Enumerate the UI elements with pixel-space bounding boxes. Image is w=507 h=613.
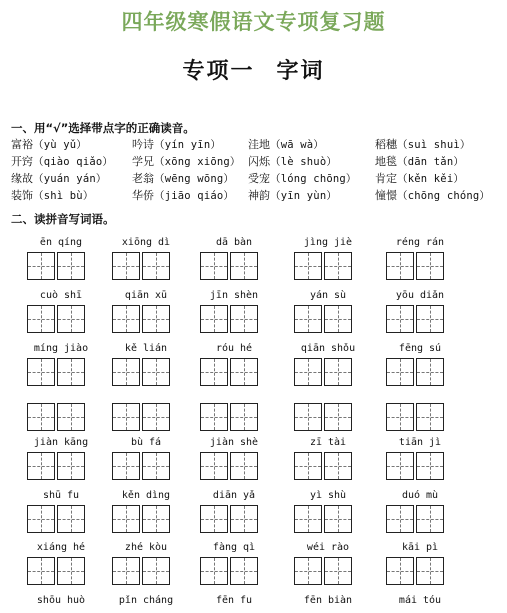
writing-box[interactable] — [142, 557, 170, 585]
writing-box[interactable] — [57, 358, 85, 386]
word: 稻穗 — [375, 138, 397, 151]
pinyin-options[interactable]: （jiāo qiáo） — [154, 190, 235, 202]
writing-box-pair[interactable] — [386, 557, 444, 585]
writing-box-pair[interactable] — [386, 252, 444, 280]
writing-box[interactable] — [27, 557, 55, 585]
writing-box[interactable] — [57, 305, 85, 333]
pinyin-prompt: kāi pì — [401, 542, 439, 553]
writing-box[interactable] — [57, 252, 85, 280]
pinyin-options[interactable]: （yuán yán） — [33, 173, 107, 185]
word: 缘故 — [11, 172, 33, 185]
pinyin-options[interactable]: （qiào qiǎo） — [33, 156, 114, 168]
pronunciation-item — [248, 153, 337, 169]
writing-box-pair[interactable] — [112, 358, 170, 386]
word: 吟诗 — [132, 138, 154, 151]
writing-box[interactable] — [200, 557, 228, 585]
pinyin-prompt: qiān shǒu — [300, 343, 356, 354]
pinyin-prompt: yì shù — [309, 490, 347, 501]
writing-box-pair[interactable] — [200, 505, 258, 533]
writing-box[interactable] — [27, 358, 55, 386]
pinyin-options[interactable]: （xōng xiōng） — [154, 156, 241, 168]
writing-box-pair[interactable] — [386, 452, 444, 480]
pinyin-prompt: kě lián — [124, 343, 168, 354]
writing-box[interactable] — [294, 403, 322, 431]
pinyin-prompt: jiàn kāng — [33, 437, 89, 448]
word: 地毯 — [375, 155, 397, 168]
writing-box-pair[interactable] — [200, 557, 258, 585]
pronunciation-item — [375, 187, 490, 203]
pinyin-options[interactable]: （wā wà） — [270, 139, 325, 151]
pinyin-options[interactable]: （chōng chóng） — [397, 190, 491, 202]
writing-box[interactable] — [200, 403, 228, 431]
pinyin-prompt: xiōng dì — [121, 237, 171, 248]
writing-box[interactable] — [294, 452, 322, 480]
pinyin-options[interactable]: （yù yǔ） — [33, 139, 88, 151]
writing-box-pair[interactable] — [294, 358, 352, 386]
pronunciation-item — [375, 170, 464, 186]
writing-box[interactable] — [112, 505, 140, 533]
pinyin-options[interactable]: （lè shuò） — [270, 156, 338, 168]
pinyin-prompt: míng jiào — [33, 343, 89, 354]
pronunciation-item — [11, 187, 94, 203]
writing-box[interactable] — [142, 252, 170, 280]
writing-box[interactable] — [386, 452, 414, 480]
writing-box-pair[interactable] — [27, 557, 85, 585]
writing-box[interactable] — [416, 252, 444, 280]
pinyin-prompt: mái tóu — [398, 595, 442, 606]
writing-box[interactable] — [27, 305, 55, 333]
writing-box-pair[interactable] — [294, 252, 352, 280]
pinyin-prompt: ēn qíng — [39, 237, 83, 248]
pronunciation-item — [11, 170, 107, 186]
pinyin-options[interactable]: （yīn yùn） — [270, 190, 338, 202]
banner-title: 四年级寒假语文专项复习题 — [121, 9, 386, 34]
pinyin-prompt: jìng jiè — [303, 237, 353, 248]
writing-box[interactable] — [57, 557, 85, 585]
subtitle-topic: 字词 — [276, 59, 325, 84]
writing-box[interactable] — [324, 358, 352, 386]
writing-box-pair[interactable] — [200, 252, 258, 280]
writing-box-pair[interactable] — [386, 505, 444, 533]
pinyin-prompt: jiàn shè — [209, 437, 259, 448]
pinyin-prompt: dā bàn — [215, 237, 253, 248]
writing-box[interactable] — [200, 252, 228, 280]
pronunciation-item — [248, 187, 337, 203]
writing-box-pair[interactable] — [200, 403, 258, 431]
pronunciation-item — [375, 153, 464, 169]
word: 肯定 — [375, 172, 397, 185]
pronunciation-item — [11, 153, 113, 169]
writing-box[interactable] — [230, 452, 258, 480]
word: 憧憬 — [375, 189, 397, 202]
pinyin-options[interactable]: （kěn kěi） — [397, 173, 465, 185]
pinyin-prompt: diān yǎ — [212, 490, 256, 501]
writing-box[interactable] — [142, 505, 170, 533]
writing-box[interactable] — [416, 557, 444, 585]
writing-box[interactable] — [57, 452, 85, 480]
writing-box[interactable] — [230, 557, 258, 585]
pinyin-prompt: jīn shèn — [209, 290, 259, 301]
pronunciation-item — [11, 136, 87, 152]
writing-box-pair[interactable] — [112, 557, 170, 585]
word: 闪烁 — [248, 155, 270, 168]
writing-box[interactable] — [57, 505, 85, 533]
writing-box-pair[interactable] — [27, 505, 85, 533]
writing-box[interactable] — [386, 403, 414, 431]
pronunciation-item — [375, 136, 471, 152]
writing-box-pair[interactable] — [200, 452, 258, 480]
word: 学兄 — [132, 155, 154, 168]
writing-box-pair[interactable] — [200, 305, 258, 333]
writing-box-pair[interactable] — [27, 452, 85, 480]
writing-box-pair[interactable] — [27, 305, 85, 333]
word: 洼地 — [248, 138, 270, 151]
pinyin-prompt: xiáng hé — [36, 542, 86, 553]
writing-box-pair[interactable] — [386, 403, 444, 431]
writing-box[interactable] — [112, 252, 140, 280]
writing-box[interactable] — [324, 505, 352, 533]
writing-box[interactable] — [142, 452, 170, 480]
writing-box-pair[interactable] — [200, 358, 258, 386]
pinyin-prompt: wéi rào — [306, 542, 350, 553]
writing-box[interactable] — [324, 557, 352, 585]
writing-box[interactable] — [57, 403, 85, 431]
writing-box-pair[interactable] — [294, 557, 352, 585]
pinyin-prompt: cuò shī — [39, 290, 83, 301]
writing-box[interactable] — [416, 358, 444, 386]
writing-box[interactable] — [230, 403, 258, 431]
writing-box-pair[interactable] — [112, 452, 170, 480]
pinyin-prompt: fàng qì — [212, 542, 256, 553]
writing-box[interactable] — [416, 505, 444, 533]
pinyin-prompt: pǐn cháng — [118, 595, 174, 606]
pinyin-prompt: réng rán — [395, 237, 445, 248]
writing-box[interactable] — [294, 358, 322, 386]
writing-box[interactable] — [112, 557, 140, 585]
page-subtitle — [0, 54, 507, 85]
section-1-title: 一、用“√”选择带点字的正确读音。 — [11, 121, 195, 135]
writing-box[interactable] — [142, 358, 170, 386]
writing-box[interactable] — [112, 403, 140, 431]
writing-box[interactable] — [294, 305, 322, 333]
writing-box-pair[interactable] — [27, 358, 85, 386]
pinyin-options[interactable]: （lóng chōng） — [270, 173, 357, 185]
pronunciation-item — [248, 170, 357, 186]
writing-box[interactable] — [112, 358, 140, 386]
word: 受宠 — [248, 172, 270, 185]
writing-box[interactable] — [230, 358, 258, 386]
pinyin-prompt: qiān xū — [124, 290, 168, 301]
pronunciation-item — [132, 153, 241, 169]
pinyin-options[interactable]: （yín yīn） — [154, 139, 222, 151]
writing-box[interactable] — [416, 403, 444, 431]
pinyin-prompt: zhé kòu — [124, 542, 168, 553]
writing-box[interactable] — [200, 452, 228, 480]
pinyin-prompt: fēng sú — [398, 343, 442, 354]
pinyin-prompt: bù fá — [130, 437, 162, 448]
writing-box-pair[interactable] — [386, 305, 444, 333]
pinyin-options[interactable]: （shì bù） — [33, 190, 94, 202]
pronunciation-item — [132, 187, 234, 203]
pinyin-prompt: yōu diǎn — [395, 290, 445, 301]
pinyin-options[interactable]: （suì shuì） — [397, 139, 471, 151]
writing-box[interactable] — [294, 252, 322, 280]
word: 富裕 — [11, 138, 33, 151]
writing-box[interactable] — [142, 305, 170, 333]
writing-box[interactable] — [324, 252, 352, 280]
writing-box[interactable] — [230, 252, 258, 280]
writing-box-pair[interactable] — [112, 505, 170, 533]
writing-box[interactable] — [386, 557, 414, 585]
word: 开窍 — [11, 155, 33, 168]
writing-box[interactable] — [324, 403, 352, 431]
writing-box[interactable] — [230, 505, 258, 533]
writing-box[interactable] — [112, 452, 140, 480]
writing-box-pair[interactable] — [386, 358, 444, 386]
writing-box[interactable] — [200, 358, 228, 386]
word: 老翁 — [132, 172, 154, 185]
pronunciation-item — [248, 136, 324, 152]
word: 华侨 — [132, 189, 154, 202]
writing-box-pair[interactable] — [112, 305, 170, 333]
writing-box[interactable] — [324, 305, 352, 333]
subtitle-section: 专项一 — [182, 59, 255, 84]
word: 装饰 — [11, 189, 33, 202]
pinyin-options[interactable]: （wēng wōng） — [154, 173, 235, 185]
pinyin-prompt: yán sù — [309, 290, 347, 301]
writing-box[interactable] — [27, 403, 55, 431]
pinyin-prompt: shōu huò — [36, 595, 86, 606]
writing-box[interactable] — [230, 305, 258, 333]
writing-box-pair[interactable] — [112, 252, 170, 280]
pinyin-prompt: zī tài — [309, 437, 347, 448]
writing-box-pair[interactable] — [294, 452, 352, 480]
pinyin-prompt: tiān jì — [398, 437, 442, 448]
writing-box[interactable] — [386, 305, 414, 333]
writing-box-pair[interactable] — [294, 305, 352, 333]
pinyin-options[interactable]: （dān tǎn） — [397, 156, 465, 168]
section-2-title: 二、读拼音写词语。 — [11, 212, 115, 226]
writing-box[interactable] — [27, 505, 55, 533]
pinyin-prompt: fēn biàn — [303, 595, 353, 606]
pinyin-prompt: kěn dìng — [121, 490, 171, 501]
writing-box[interactable] — [27, 452, 55, 480]
writing-box-pair[interactable] — [27, 252, 85, 280]
writing-box[interactable] — [200, 305, 228, 333]
writing-box[interactable] — [386, 505, 414, 533]
writing-box[interactable] — [27, 252, 55, 280]
writing-box[interactable] — [294, 505, 322, 533]
writing-box[interactable] — [416, 305, 444, 333]
writing-box[interactable] — [386, 252, 414, 280]
writing-box[interactable] — [416, 452, 444, 480]
writing-box-pair[interactable] — [27, 403, 85, 431]
pinyin-prompt: shū fu — [42, 490, 80, 501]
pinyin-prompt: róu hé — [215, 343, 253, 354]
pinyin-prompt: fēn fu — [215, 595, 253, 606]
writing-box[interactable] — [324, 452, 352, 480]
writing-box-pair[interactable] — [112, 403, 170, 431]
writing-box-pair[interactable] — [294, 403, 352, 431]
writing-box[interactable] — [200, 505, 228, 533]
writing-box[interactable] — [142, 403, 170, 431]
word: 神韵 — [248, 189, 270, 202]
writing-box-pair[interactable] — [294, 505, 352, 533]
writing-box[interactable] — [386, 358, 414, 386]
writing-box[interactable] — [294, 557, 322, 585]
pronunciation-item — [132, 136, 221, 152]
pronunciation-item — [132, 170, 234, 186]
pinyin-prompt: duó mù — [401, 490, 439, 501]
writing-box[interactable] — [112, 305, 140, 333]
